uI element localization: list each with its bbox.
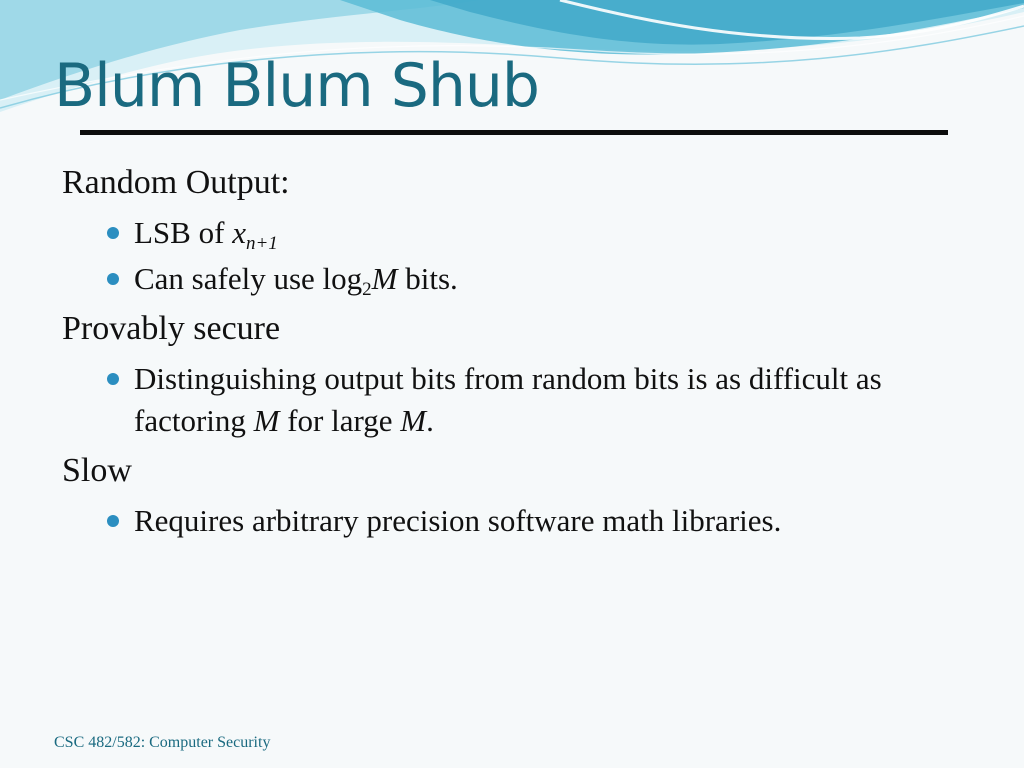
heading-provably-secure: Provably secure xyxy=(62,310,281,347)
list-item: Distinguishing output bits from random bits is as difficult as factoring M for large M. xyxy=(62,358,962,442)
heading-slow: Slow xyxy=(62,452,132,489)
list-item: Requires arbitrary precision software math libraries. xyxy=(62,500,962,542)
slide-footer: CSC 482/582: Computer Security xyxy=(54,734,271,751)
bullet-icon xyxy=(107,515,119,527)
title-divider xyxy=(80,130,948,135)
bullet-icon xyxy=(107,273,119,285)
heading-random-output: Random Output: xyxy=(62,164,290,201)
slide-title: Blum Blum Shub xyxy=(54,51,539,121)
bullet-icon xyxy=(107,373,119,385)
list-item: LSB of $x_{n+1}$ xyxy=(62,212,962,254)
bullet-icon xyxy=(107,227,119,239)
list-item: Can safely use $\log_2M$ bits. xyxy=(62,258,962,300)
slide-body xyxy=(62,158,962,546)
